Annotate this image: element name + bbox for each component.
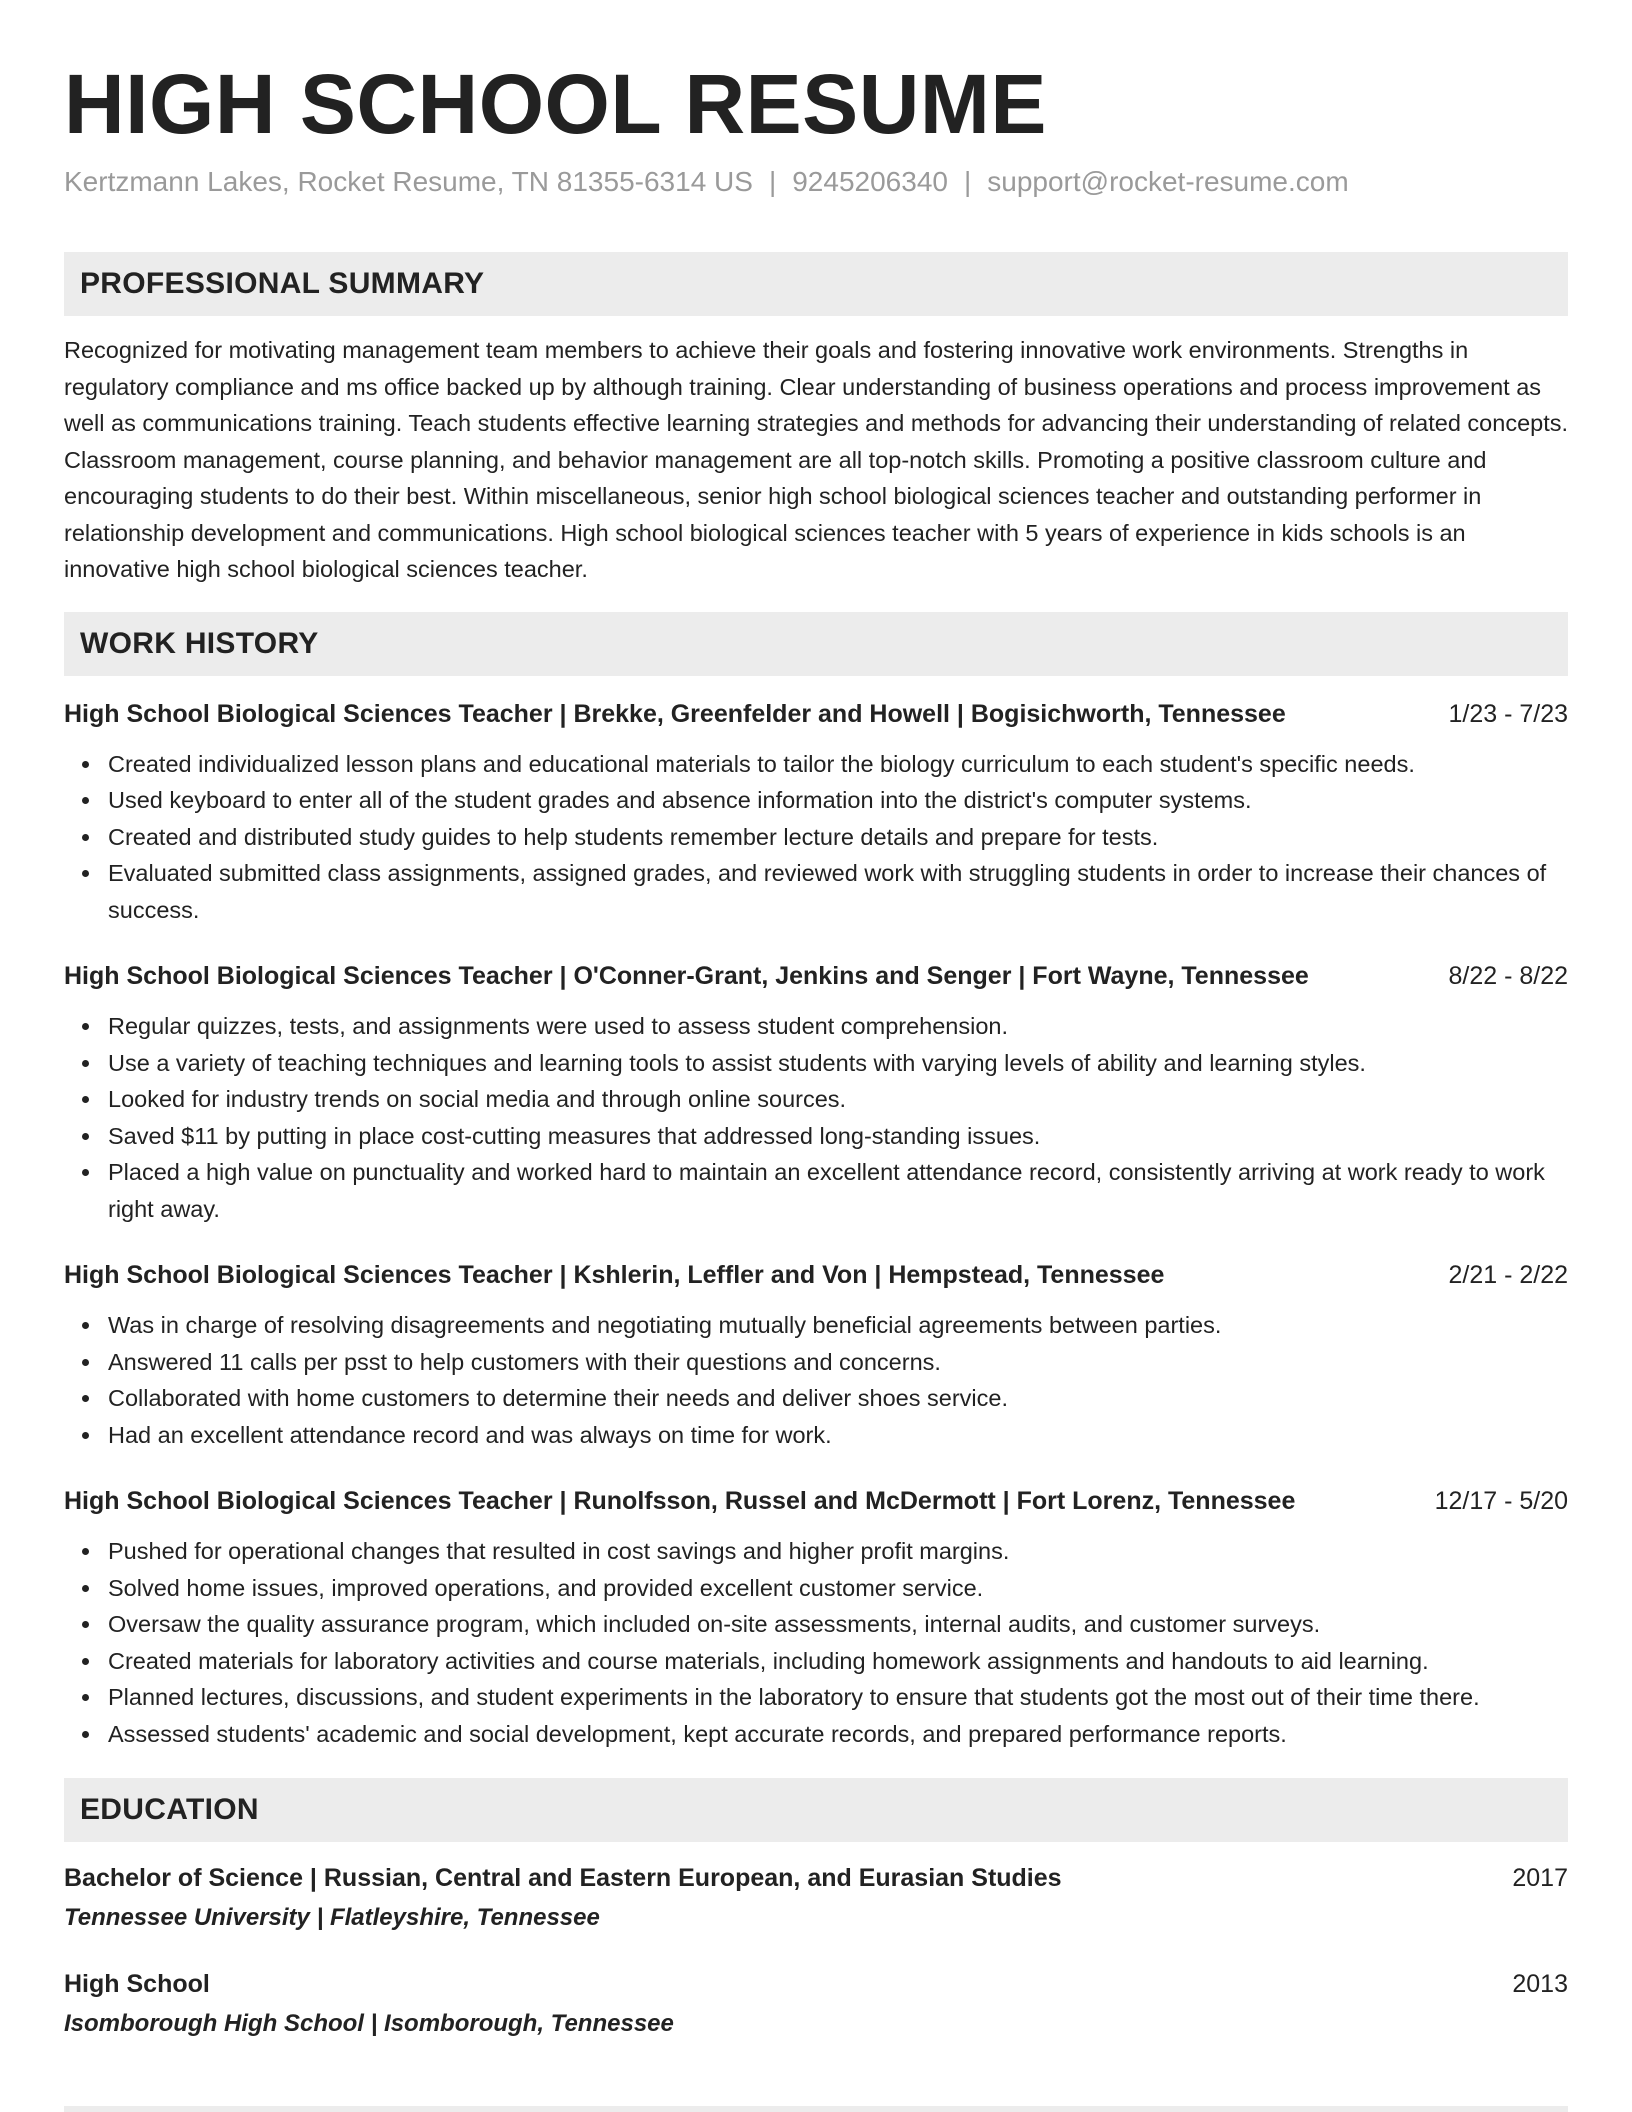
job-bullet: Answered 11 calls per psst to help customers with their questions and concerns. [64, 1344, 1568, 1381]
section-heading-summary: PROFESSIONAL SUMMARY [64, 252, 1568, 316]
professional-summary-section [64, 252, 1568, 588]
job-bullet: Saved $11 by putting in place cost-cutting measures that addressed long-standing issues. [64, 1118, 1568, 1155]
job-bullet: Pushed for operational changes that resulted in cost savings and higher profit margins. [64, 1533, 1568, 1570]
job-dates: 1/23 - 7/23 [1448, 699, 1568, 728]
section-heading-education: EDUCATION [64, 1778, 1568, 1842]
job-title: High School Biological Sciences Teacher | Kshlerin, Leffler and Von | Hempstead, Tennessee [64, 1261, 1165, 1289]
summary-text: Recognized for motivating management team members to achieve their goals and fostering innovative work environments. Strengths in regulatory compliance and ms office backed up by although training. Clear understanding of business operations and process improvement as well as communications training. Teach students effective learning strategies and methods for advancing their understanding of related concepts. Classroom management, course planning, and behavior management are all top-notch skills. Promoting a positive classroom culture and encouraging students to do their best. Within miscellaneous, senior high school biological sciences teacher and outstanding performer in relationship development and communications. High school biological sciences teacher with 5 years of experience in kids schools is an innovative high school biological sciences teacher. [64, 337, 1569, 582]
contact-phone: 9245206340 [792, 166, 948, 197]
job-header [64, 958, 1568, 994]
job-bullet: Created individualized lesson plans and educational materials to tailor the biology curriculum to each student's specific needs. [64, 746, 1568, 783]
work-history-section [64, 612, 1568, 1753]
section-heading-work: WORK HISTORY [64, 612, 1568, 676]
job-dates: 8/22 - 8/22 [1448, 962, 1568, 990]
job-bullet: Use a variety of teaching techniques and learning tools to assist students with varying levels of ability and learning styles. [64, 1045, 1568, 1082]
job-dates: 12/17 - 5/20 [1434, 1487, 1568, 1515]
resume-title: HIGH SCHOOL RESUME [64, 57, 1047, 151]
education-school: Tennessee University | Flatleyshire, Tennessee [64, 1904, 600, 1931]
job-title: High School Biological Sciences Teacher | O'Conner-Grant, Jenkins and Senger | Fort Wayne, Tennessee [64, 962, 1309, 990]
job-bullet: Used keyboard to enter all of the student grades and absence information into the district's computer systems. [64, 782, 1568, 819]
contact-separator: | [768, 166, 777, 197]
job-bullet: Oversaw the quality assurance program, which included on-site assessments, internal audits, and customer surveys. [64, 1606, 1568, 1643]
job-bullet: Regular quizzes, tests, and assignments were used to assess student comprehension. [64, 1008, 1568, 1045]
job-bullet: Had an excellent attendance record and was always on time for work. [64, 1417, 1568, 1454]
job-entry [64, 696, 1568, 929]
resume-page [64, 0, 1568, 2042]
education-degree: Bachelor of Science | Russian, Central and Eastern European, and Eurasian Studies [64, 1864, 1062, 1892]
education-year: 2017 [1512, 1864, 1568, 1892]
job-entry [64, 1257, 1568, 1453]
job-bullet: Collaborated with home customers to determine their needs and deliver shoes service. [64, 1380, 1568, 1417]
job-bullet: Planned lectures, discussions, and student experiments in the laboratory to ensure that students got the most out of their time there. [64, 1679, 1568, 1716]
job-entry [64, 958, 1568, 1227]
job-bullets [64, 1533, 1568, 1752]
bottom-divider [64, 2106, 1568, 2112]
job-title: High School Biological Sciences Teacher | Brekke, Greenfelder and Howell | Bogisichworth, Tennessee [64, 699, 1286, 728]
job-title: High School Biological Sciences Teacher | Runolfsson, Russel and McDermott | Fort Lorenz, Tennessee [64, 1487, 1296, 1515]
education-entry [64, 1966, 1568, 2042]
education-header [64, 1860, 1568, 1896]
education-section [64, 1778, 1568, 2042]
job-bullet: Created materials for laboratory activities and course materials, including homework assignments and handouts to aid learning. [64, 1643, 1568, 1680]
job-bullet: Evaluated submitted class assignments, assigned grades, and reviewed work with struggling students in order to increase their chances of success. [64, 855, 1568, 928]
education-header [64, 1966, 1568, 2002]
job-bullet: Assessed students' academic and social development, kept accurate records, and prepared performance reports. [64, 1716, 1568, 1753]
job-header [64, 1483, 1568, 1519]
job-bullet: Placed a high value on punctuality and worked hard to maintain an excellent attendance record, consistently arriving at work ready to work right away. [64, 1154, 1568, 1227]
job-bullet: Was in charge of resolving disagreements and negotiating mutually beneficial agreements between parties. [64, 1307, 1568, 1344]
job-bullet: Looked for industry trends on social media and through online sources. [64, 1081, 1568, 1118]
contact-email: support@rocket-resume.com [987, 166, 1349, 197]
job-header [64, 1257, 1568, 1293]
education-entry [64, 1860, 1568, 1936]
contact-address: Kertzmann Lakes, Rocket Resume, TN 81355-6314 US [64, 166, 753, 197]
job-bullets [64, 1008, 1568, 1227]
education-year: 2013 [1512, 1970, 1568, 1998]
job-dates: 2/21 - 2/22 [1448, 1261, 1568, 1289]
job-bullet: Created and distributed study guides to help students remember lecture details and prepare for tests. [64, 819, 1568, 856]
education-school: Isomborough High School | Isomborough, Tennessee [64, 2010, 674, 2037]
job-bullets [64, 746, 1568, 929]
job-bullet: Solved home issues, improved operations, and provided excellent customer service. [64, 1570, 1568, 1607]
contact-line [64, 164, 1568, 200]
contact-separator: | [963, 166, 972, 197]
job-header [64, 696, 1568, 732]
job-entry [64, 1483, 1568, 1752]
education-degree: High School [64, 1970, 210, 1998]
job-bullets [64, 1307, 1568, 1453]
